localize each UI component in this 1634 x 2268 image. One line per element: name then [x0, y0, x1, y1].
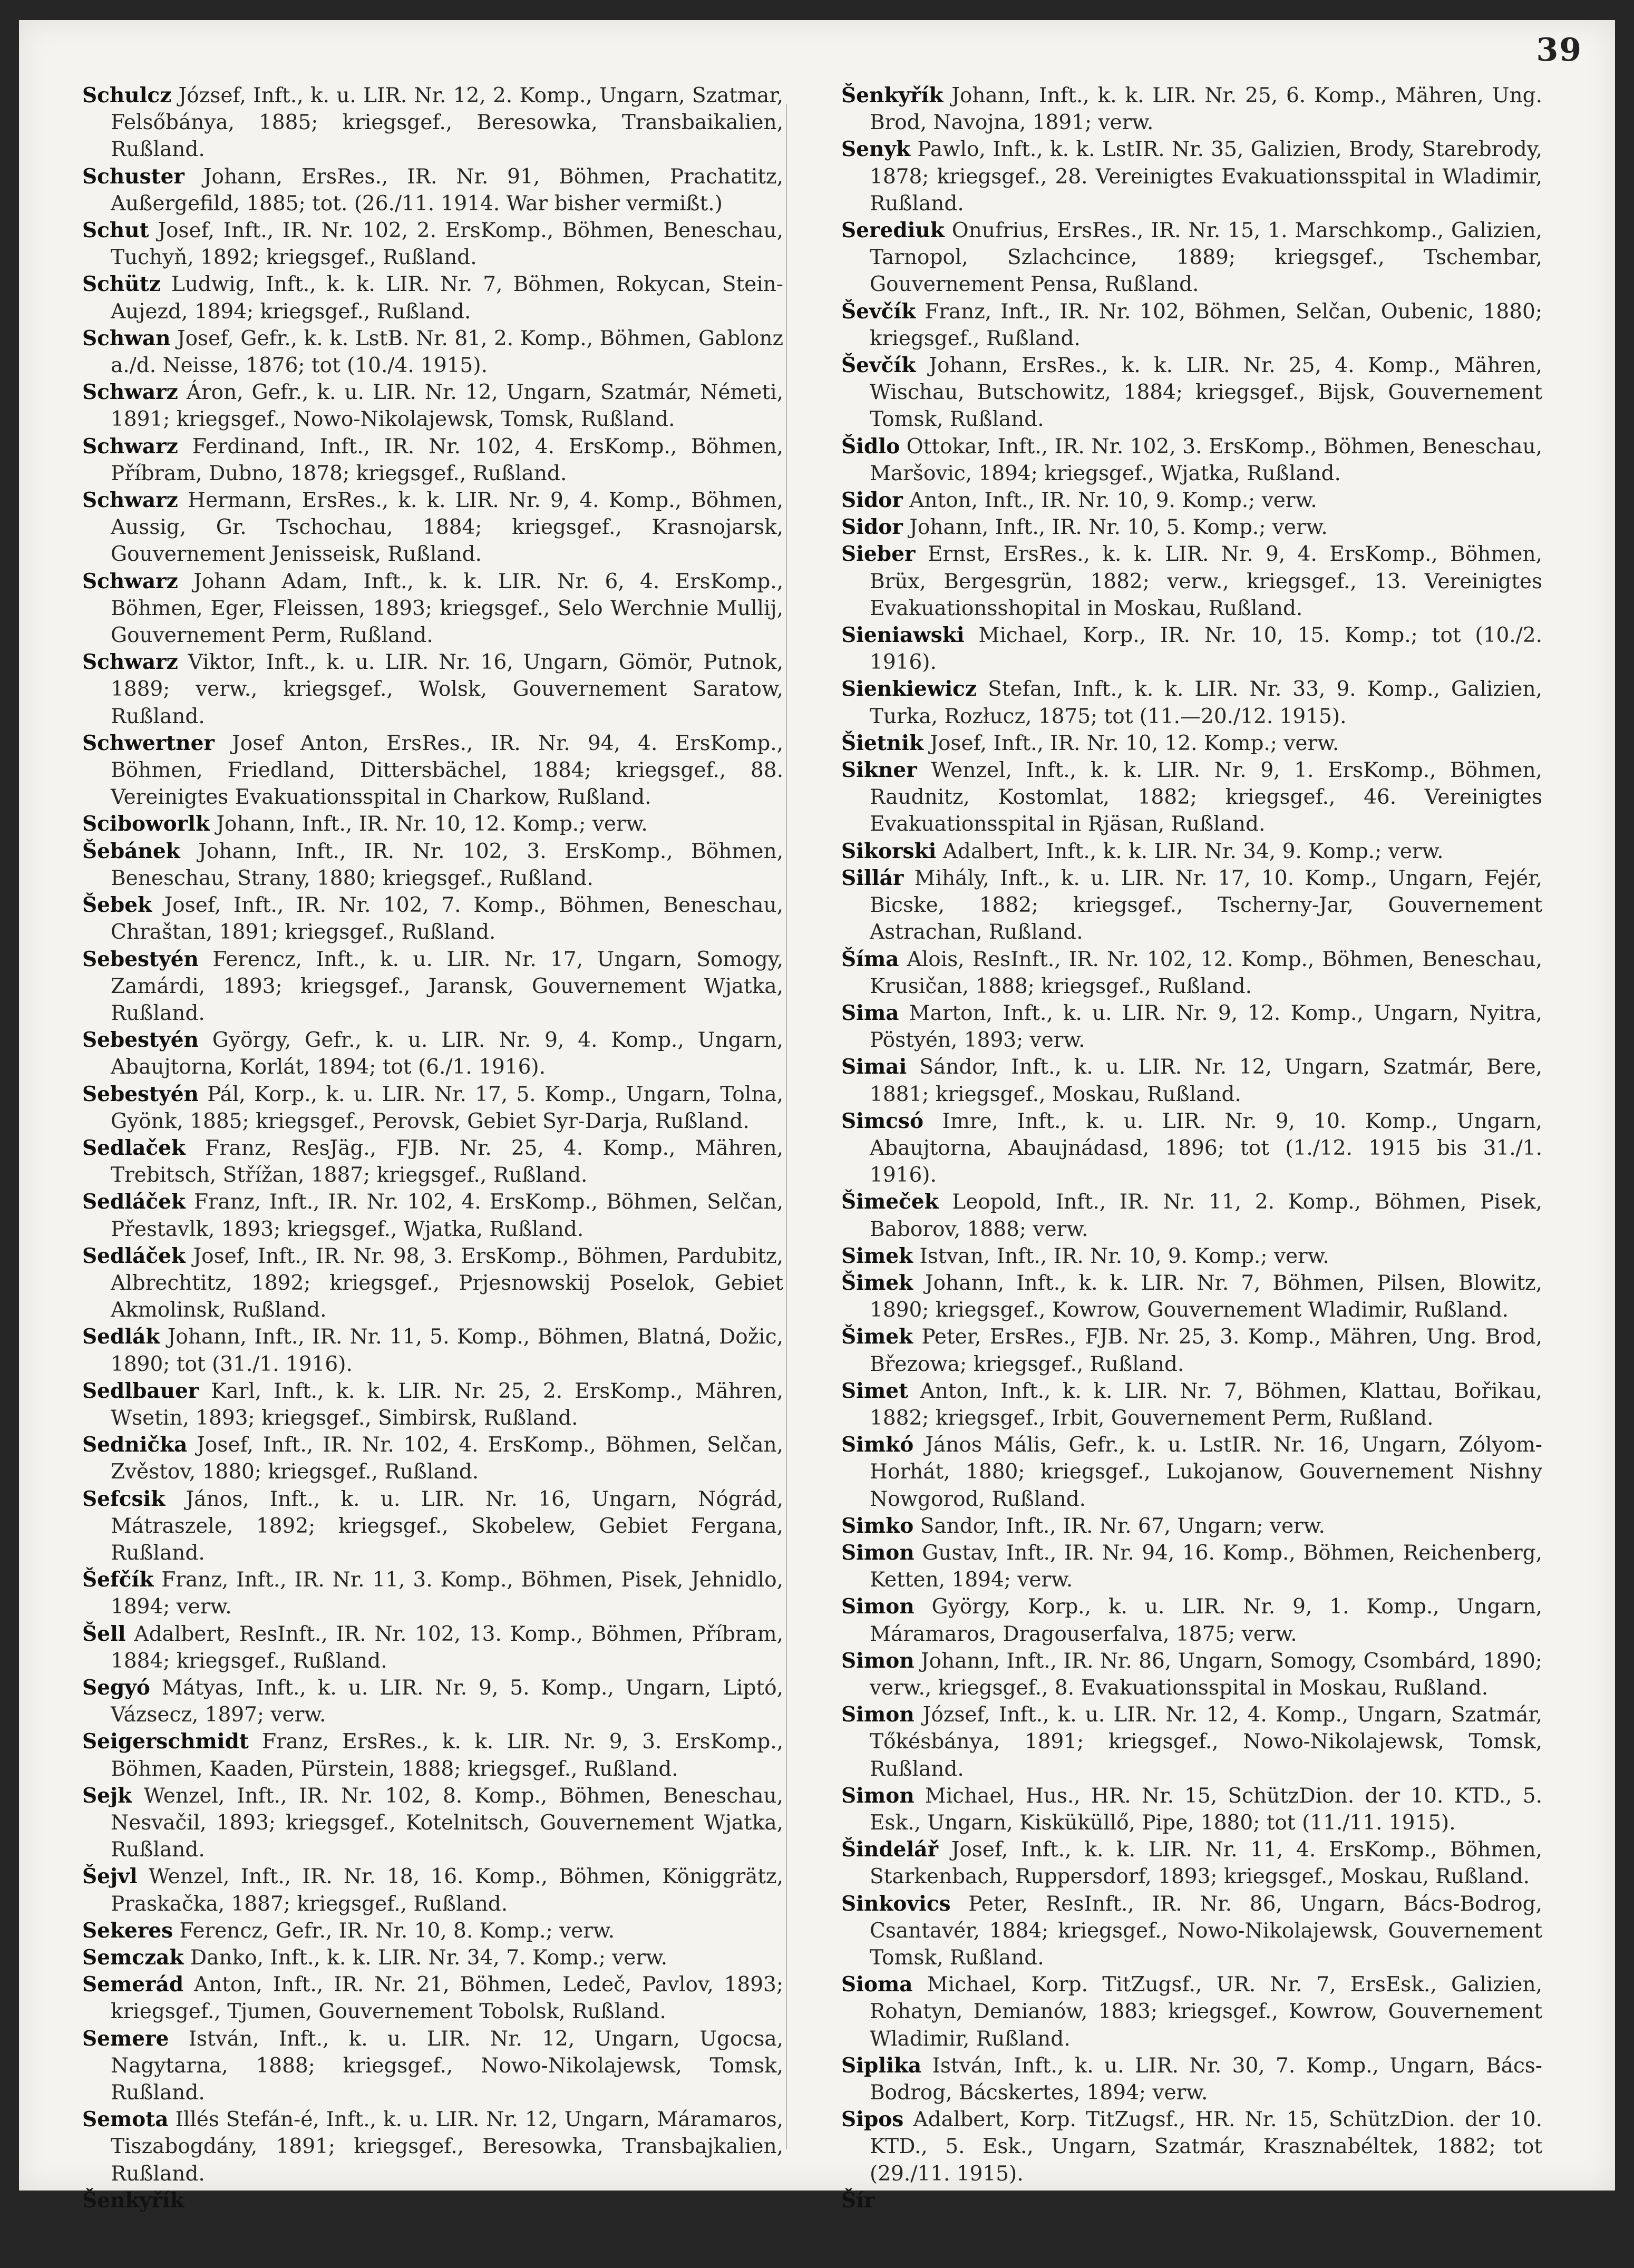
entry-details: Josef, Inft., IR. Nr. 102, 4. ErsKomp., Böhmen, Selčan, Zvěstov, 1880; kriegsgef., Rußland. [111, 1433, 783, 1484]
entry-surname: Ševčík [841, 353, 916, 378]
entry-surname: Schwarz [82, 380, 178, 405]
register-entry [82, 1027, 783, 1081]
entry-details: Pál, Korp., k. u. LIR. Nr. 17, 5. Komp., Ungarn, Tolna, Gyönk, 1885; kriegsgef., Perovsk, Gebiet Syr-Darja, Rußland. [111, 1082, 783, 1133]
register-entry [82, 946, 783, 1027]
entry-details: Leopold, Inft., IR. Nr. 11, 2. Komp., Böhmen, Pisek, Baborov, 1888; verw. [870, 1190, 1542, 1241]
register-entry [82, 1675, 783, 1728]
entry-surname: Simko [841, 1513, 914, 1538]
register-entry [841, 757, 1542, 838]
register-entry [82, 568, 783, 649]
entry-surname: Šebek [82, 893, 152, 918]
entry-details: Franz, Inft., IR. Nr. 102, 4. ErsKomp., Böhmen, Selčan, Přestavlk, 1893; kriegsgef., Wjatka, Rußland. [111, 1190, 783, 1241]
register-entry [841, 1513, 1542, 1540]
entry-surname: Sedlák [82, 1325, 160, 1349]
register-entry [82, 892, 783, 946]
entry-surname: Šenkyřík [841, 83, 944, 108]
entry-details: Josef, Inft., IR. Nr. 102, 7. Komp., Böhmen, Beneschau, Chraštan, 1891; kriegsgef., Rußland. [111, 893, 783, 945]
entry-details: Ottokar, Inft., IR. Nr. 102, 3. ErsKomp., Böhmen, Beneschau, Maršovic, 1894; kriegsgef., Wjatka, Rußland. [870, 434, 1542, 485]
register-entry [82, 1917, 783, 1944]
entry-details: Wenzel, Inft., IR. Nr. 18, 16. Komp., Böhmen, Königgrätz, Praskačka, 1887; kriegsgef., Rußland. [111, 1865, 783, 1916]
register-entry [841, 1378, 1542, 1432]
register-entry [82, 1971, 783, 2025]
register-entry [82, 1566, 783, 1620]
entry-details: Michael, Hus., HR. Nr. 15, SchützDion. der 10. KTD., 5. Esk., Ungarn, Kisküküllő, Pipe, 1880; tot (11./11. 1915). [870, 1784, 1542, 1835]
register-entry [841, 217, 1542, 298]
register-entry [82, 730, 783, 811]
entry-details: Josef, Gefr., k. k. LstB. Nr. 81, 2. Komp., Böhmen, Gablonz a./d. Neisse, 1876; tot (10./4. 1915). [111, 326, 783, 378]
entry-surname: Segyó [82, 1675, 150, 1700]
entry-surname: Schwarz [82, 488, 178, 513]
entry-details: Franz, ErsRes., k. k. LIR. Nr. 9, 3. ErsKomp., Böhmen, Kaaden, Pürstein, 1888; kriegsgef., Rußland. [111, 1730, 783, 1781]
register-entry [841, 1971, 1542, 2052]
entry-details: Johann Adam, Inft., k. k. LIR. Nr. 6, 4. ErsKomp., Böhmen, Eger, Fleissen, 1893; kriegsgef., Selo Werchnie Mullij, Gouvernement Perm, Rußland. [111, 569, 783, 648]
entry-surname: Sedláček [82, 1190, 186, 1214]
entry-surname: Šell [82, 1621, 126, 1646]
entry-details: Peter, ErsRes., FJB. Nr. 25, 3. Komp., Mähren, Ung. Brod, Březowa; kriegsgef., Rußland. [870, 1325, 1542, 1376]
entry-surname: Simcsó [841, 1108, 923, 1133]
entry-surname: Schut [82, 218, 149, 243]
entry-surname: Sillár [841, 865, 904, 890]
entry-details: Ludwig, Inft., k. k. LIR. Nr. 7, Böhmen, Rokycan, Stein-Aujezd, 1894; kriegsgef., Rußland. [111, 272, 783, 324]
entry-details: Pawlo, Inft., k. k. LstIR. Nr. 35, Galizien, Brody, Starebrody, 1878; kriegsgef., 28. Vereinigtes Evakuationsspital in Wladimir, Rußland. [870, 138, 1542, 216]
entry-details: Illés Stefán-é, Inft., k. u. LIR. Nr. 12, Ungarn, Máramaros, Tiszabogdány, 1891; kriegsgef., Beresowka, Transbajkalien, Rußland. [111, 2108, 783, 2186]
entry-details: József, Inft., k. u. LIR. Nr. 12, 2. Komp., Ungarn, Szatmar, Felsőbánya, 1885; kriegsgef., Beresowka, Transbaikalien, Rußland. [111, 84, 783, 162]
register-entry [841, 1540, 1542, 1593]
column-divider [786, 104, 787, 2149]
entry-surname: Sedlaček [82, 1135, 186, 1160]
entry-details: Franz, Inft., IR. Nr. 11, 3. Komp., Böhmen, Pisek, Jehnidlo, 1894; verw. [111, 1568, 783, 1619]
register-entry [82, 1432, 783, 1485]
entry-surname: Šimek [841, 1270, 913, 1295]
entry-surname: Sebestyén [82, 1028, 199, 1053]
entry-details: Ferdinand, Inft., IR. Nr. 102, 4. ErsKomp., Böhmen, Příbram, Dubno, 1878; kriegsgef., Rußland. [111, 434, 783, 485]
entry-details: Anton, Inft., IR. Nr. 21, Böhmen, Ledeč, Pavlov, 1893; kriegsgef., Tjumen, Gouvernement Tobolsk, Rußland. [111, 1973, 783, 2024]
entry-surname: Ševčík [841, 299, 916, 324]
register-entry [841, 622, 1542, 676]
entry-details: Johann, Inft., IR. Nr. 102, 3. ErsKomp., Böhmen, Beneschau, Strany, 1880; kriegsgef., Rußland. [111, 839, 783, 890]
entry-surname: Sekeres [82, 1918, 173, 1943]
entry-surname: Šíma [841, 947, 899, 971]
entry-surname: Šejvl [82, 1864, 138, 1889]
entry-surname: Sikorski [841, 839, 937, 863]
register-entry [841, 1108, 1542, 1189]
entry-details: Áron, Gefr., k. u. LIR. Nr. 12, Ungarn, Szatmár, Németi, 1891; kriegsgef., Nowo-Nikolajewsk, Tomsk, Rußland. [111, 381, 783, 432]
entry-details: Istvan, Inft., IR. Nr. 10, 9. Komp.; verw. [913, 1244, 1329, 1268]
entry-surname: Simon [841, 1594, 915, 1619]
entry-details: Ernst, ErsRes., k. k. LIR. Nr. 9, 4. ErsKomp., Böhmen, Brüx, Bergesgrün, 1882; verw., kriegsgef., 13. Vereinigtes Evakuationsshopital in Moskau, Rußland. [870, 542, 1542, 620]
register-entry [82, 163, 783, 217]
entry-details: József, Inft., k. u. LIR. Nr. 12, 4. Komp., Ungarn, Szatmár, Tőkésbánya, 1891; kriegsgef., Nowo-Nikolajewsk, Tomsk, Rußland. [870, 1703, 1542, 1781]
register-entry [841, 2106, 1542, 2187]
entry-details: János Mális, Gefr., k. u. LstIR. Nr. 16, Ungarn, Zólyom-Horhát, 1880; kriegsgef., Lukojanow, Gouvernement Nishny Nowgorod, Rußland. [870, 1433, 1542, 1511]
entry-surname: Šefčík [82, 1568, 154, 1592]
entry-details: Adalbert, Korp. TitZugsf., HR. Nr. 15, SchützDion. der 10. KTD., 5. Esk., Ungarn, Szatmár, Krasznabéltek, 1882; tot (29./11. 1915). [870, 2108, 1542, 2186]
entry-details: István, Inft., k. u. LIR. Nr. 30, 7. Komp., Ungarn, Bács-Bodrog, Bácskertes, 1894; verw. [870, 2053, 1542, 2105]
register-entry [82, 82, 783, 163]
entry-details: Imre, Inft., k. u. LIR. Nr. 9, 10. Komp., Ungarn, Abaujtorna, Abaujnádasd, 1896; tot (1./12. 1915 bis 31./1. 1916). [870, 1109, 1542, 1187]
entry-surname: Simet [841, 1378, 909, 1403]
entry-surname: Simai [841, 1055, 907, 1079]
register-entry [82, 1944, 783, 1971]
entry-details: Adalbert, Inft., k. k. LIR. Nr. 34, 9. Komp.; verw. [936, 839, 1444, 863]
entry-details: Ferencz, Gefr., IR. Nr. 10, 8. Komp.; verw. [173, 1919, 615, 1943]
entry-details: Josef, Inft., IR. Nr. 10, 12. Komp.; verw. [923, 731, 1339, 755]
entry-surname: Schulcz [82, 83, 172, 108]
register-entry [841, 730, 1542, 757]
entry-surname: Simon [841, 1783, 915, 1808]
entry-surname: Schwarz [82, 650, 178, 675]
entry-details: Wenzel, Inft., IR. Nr. 102, 3. ErsKomp., Böhmen, Selčan, Amschelberg, 1895; kriegsgef., Rußland. [870, 2188, 1542, 2240]
register-entry [841, 2187, 1542, 2241]
entry-details: János, Inft., k. u. LIR. Nr. 16, Ungarn, Nógrád, Mátraszele, 1892; kriegsgef., Skobelew, Gebiet Fergana, Rußland. [111, 1487, 783, 1565]
entry-surname: Šietnik [841, 731, 923, 755]
entry-surname: Sedláček [82, 1243, 186, 1268]
register-entry [82, 2187, 783, 2268]
entry-surname: Sikner [841, 758, 917, 783]
entry-details: Wenzel, Inft., k. k. LIR. Nr. 9, 1. ErsKomp., Böhmen, Raudnitz, Kostomlat, 1882; kriegsgef., 46. Vereinigtes Evakuationsspital in Rjäsan, Rußland. [870, 758, 1542, 836]
register-entry [841, 1783, 1542, 1836]
register-entry [841, 838, 1542, 865]
register-entry [82, 1081, 783, 1135]
entry-details: Anton, Inft., IR. Nr. 10, 9. Komp.; verw. [902, 489, 1317, 513]
register-entry [82, 1863, 783, 1917]
entry-surname: Senyk [841, 137, 911, 162]
entry-details: György, Gefr., k. u. LIR. Nr. 9, 4. Komp., Ungarn, Abaujtorna, Korlát, 1894; tot (6./1. 1916). [111, 1028, 783, 1079]
entry-details: Johann, ErsRes., IR. Nr. 91, Böhmen, Prachatitz, Außergefild, 1885; tot. (26./11. 1914. War bisher vermißt.) [111, 164, 783, 216]
register-entry [82, 487, 783, 568]
entry-surname: Simon [841, 1648, 915, 1673]
register-entry [841, 2052, 1542, 2106]
entry-surname: Seigerschmidt [82, 1729, 249, 1754]
register-entry [82, 1243, 783, 1324]
entry-details: Mátyas, Inft., k. u. LIR. Nr. 9, 5. Komp., Ungarn, Liptó, Vázsecz, 1897; verw. [111, 1676, 783, 1727]
register-entry [841, 1270, 1542, 1323]
entry-surname: Sima [841, 1000, 899, 1025]
entry-surname: Sipos [841, 2107, 904, 2132]
entry-details: György, Korp., k. u. LIR. Nr. 9, 1. Komp., Ungarn, Máramaros, Dragouserfalva, 1875; verw. [870, 1595, 1542, 1646]
entry-surname: Sednička [82, 1433, 188, 1457]
entry-details: Johann, Inft., IR. Nr. 10, 12. Komp.; verw. [209, 812, 648, 836]
register-entry [841, 1432, 1542, 1513]
register-entry [82, 1189, 783, 1242]
register-entry [841, 1701, 1542, 1783]
register-entry [82, 325, 783, 379]
entry-details: Wenzel, Inft., IR. Nr. 102, 8. Komp., Böhmen, Beneschau, Nesvačil, 1893; kriegsgef., Kotelnitsch, Gouvernement Wjatka, Rußland. [111, 1784, 783, 1862]
entry-surname: Sinkovics [841, 1891, 951, 1916]
register-entry [841, 487, 1542, 514]
entry-surname: Serediuk [841, 218, 945, 243]
entry-surname: Schütz [82, 272, 161, 297]
entry-details: Peter, ResInft., IR. Nr. 86, Ungarn, Bács-Bodrog, Csantavér, 1884; kriegsgef., Nowo-Nikolajewsk, Gouvernement Tomsk, Rußland. [870, 1892, 1542, 1970]
entry-surname: Schwan [82, 326, 171, 351]
entry-surname: Sienkiewicz [841, 677, 977, 702]
entry-details: Anton, Inft., k. k. LIR. Nr. 7, Böhmen, Klattau, Bořikau, 1882; kriegsgef., Irbit, Gouvernement Perm, Rußland. [870, 1379, 1542, 1430]
register-entry [82, 1378, 783, 1432]
entry-details: Josef, Inft., IR. Nr. 102, 2. ErsKomp., Böhmen, Beneschau, Tuchyň, 1892; kriegsgef., Rußland. [111, 219, 783, 270]
entry-details: Karl, Inft., k. k. LIR. Nr. 25, 2. ErsKomp., Mähren, Wsetin, 1893; kriegsgef., Simbirsk, Rußland. [111, 1379, 783, 1430]
register-entry [82, 433, 783, 487]
entry-surname: Šidlo [841, 434, 900, 459]
entry-details: Danko, Inft., k. k. LIR. Nr. 34, 7. Komp.; verw. [183, 1946, 668, 1970]
register-entry [841, 1243, 1542, 1270]
register-entry [82, 1486, 783, 1567]
entry-details: Sandor, Inft., IR. Nr. 67, Ungarn; verw. [913, 1514, 1325, 1538]
register-entry [841, 82, 1542, 136]
entry-surname: Sebestyén [82, 947, 199, 971]
entry-details: Franz, Inft., IR. Nr. 102, Böhmen, Selčan, Oubenic, 1880; kriegsgef., Rußland. [870, 299, 1542, 351]
entry-surname: Šír [841, 2188, 875, 2213]
register-entry [841, 1189, 1542, 1242]
entry-details: Johann, Inft., IR. Nr. 10, 5. Komp.; verw. [902, 515, 1328, 540]
register-entry [841, 1323, 1542, 1377]
register-entry [841, 676, 1542, 729]
entry-details: Josef, Inft., k. k. LIR. Nr. 11, 4. ErsKomp., Böhmen, Starkenbach, Ruppersdorf, 1893; kriegsgef., Moskau, Rußland. [870, 1838, 1542, 1889]
register-entry [82, 2106, 783, 2187]
register-entry [841, 136, 1542, 217]
entry-surname: Sioma [841, 1972, 913, 1997]
register-entry [82, 838, 783, 892]
entry-details: Franz, Inft., k. k. LIR. Nr. 25, 6. Komp., Mähren, Ung. Hradisch, Luk, 1881; kriegsgef., Barnaul, Gouvernement Tomsk, Rußland. [111, 2188, 783, 2267]
entry-surname: Šindelář [841, 1837, 939, 1862]
entry-details: Johann, Inft., IR. Nr. 86, Ungarn, Somogy, Csombárd, 1890; verw., kriegsgef., 8. Evakuationsspital in Moskau, Rußland. [870, 1649, 1542, 1700]
register-entry [841, 541, 1542, 622]
entry-details: Josef Anton, ErsRes., IR. Nr. 94, 4. ErsKomp., Böhmen, Friedland, Dittersbächel, 1884; kriegsgef., 88. Vereinigtes Evakuationsspital in Charkow, Rußland. [111, 731, 783, 810]
entry-surname: Sebestyén [82, 1082, 199, 1106]
entry-surname: Sefcsik [82, 1486, 166, 1511]
entry-surname: Sidor [841, 515, 903, 540]
entry-details: Hermann, ErsRes., k. k. LIR. Nr. 9, 4. Komp., Böhmen, Aussig, Gr. Tschochau, 1884; kriegsgef., Krasnojarsk, Gouvernement Jenisseisk, Rußland. [111, 489, 783, 567]
entry-surname: Semere [82, 2026, 169, 2051]
register-entry [82, 1323, 783, 1377]
register-entry [841, 1000, 1542, 1054]
entry-surname: Semczak [82, 1945, 184, 1970]
register-entry [841, 433, 1542, 487]
entry-surname: Schuster [82, 164, 184, 189]
register-entry [82, 2026, 783, 2107]
entry-surname: Schwertner [82, 731, 215, 755]
left-column [82, 82, 783, 2267]
entry-surname: Simek [841, 1243, 913, 1268]
register-entry [841, 865, 1542, 946]
entry-details: Viktor, Inft., k. u. LIR. Nr. 16, Ungarn, Gömör, Putnok, 1889; verw., kriegsgef., Wolsk, Gouvernement Saratow, Rußland. [111, 650, 783, 728]
register-entry [841, 1891, 1542, 1972]
register-entry [82, 379, 783, 433]
entry-surname: Šimek [841, 1325, 913, 1349]
entry-details: Onufrius, ErsRes., IR. Nr. 15, 1. Marschkomp., Galizien, Tarnopol, Szlachcince, 1889; kriegsgef., Tschembar, Gouvernement Pensa, Rußland. [870, 219, 1542, 297]
register-entry [82, 811, 783, 838]
entry-surname: Simon [841, 1702, 915, 1727]
entry-details: Mihály, Inft., k. u. LIR. Nr. 17, 10. Komp., Ungarn, Fejér, Bicske, 1882; kriegsgef., Tscherny-Jar, Gouvernement Astrachan, Rußland. [870, 866, 1542, 945]
entry-surname: Šenkyřík [82, 2188, 184, 2213]
entry-details: Michael, Korp., IR. Nr. 10, 15. Komp.; tot (10./2. 1916). [870, 624, 1542, 675]
entry-surname: Schwarz [82, 434, 178, 459]
entry-details: Gustav, Inft., IR. Nr. 94, 16. Komp., Böhmen, Reichenberg, Ketten, 1894; verw. [870, 1541, 1542, 1592]
page-number: 39 [1536, 32, 1582, 69]
entry-surname: Semota [82, 2107, 169, 2132]
entry-details: Adalbert, ResInft., IR. Nr. 102, 13. Komp., Böhmen, Příbram, 1884; kriegsgef., Rußland. [111, 1622, 783, 1673]
register-entry [841, 1593, 1542, 1647]
entry-surname: Sedlbauer [82, 1378, 199, 1403]
entry-surname: Semerád [82, 1972, 184, 1997]
entry-details: Stefan, Inft., k. k. LIR. Nr. 33, 9. Komp., Galizien, Turka, Rozłucz, 1875; tot (11.—20./12. 1915). [870, 677, 1542, 728]
entry-surname: Siplika [841, 2053, 922, 2078]
entry-details: Ferencz, Inft., k. u. LIR. Nr. 17, Ungarn, Somogy, Zamárdi, 1893; kriegsgef., Jaransk, Gouvernement Wjatka, Rußland. [111, 947, 783, 1025]
entry-details: Johann, Inft., k. k. LIR. Nr. 7, Böhmen, Pilsen, Blowitz, 1890; kriegsgef., Kowrow, Gouvernement Wladimir, Rußland. [870, 1271, 1542, 1322]
register-entry [841, 298, 1542, 352]
register-entry [82, 1728, 783, 1782]
entry-details: Alois, ResInft., IR. Nr. 102, 12. Komp., Böhmen, Beneschau, Krusičan, 1888; kriegsgef., Rußland. [870, 947, 1542, 998]
entry-details: István, Inft., k. u. LIR. Nr. 12, Ungarn, Ugocsa, Nagytarna, 1888; kriegsgef., Nowo-Nikolajewsk, Tomsk, Rußland. [111, 2027, 783, 2105]
register-entry [841, 946, 1542, 1000]
register-entry [841, 1836, 1542, 1890]
entry-details: Johann, Inft., k. k. LIR. Nr. 25, 6. Komp., Mähren, Ung. Brod, Navojna, 1891; verw. [870, 84, 1542, 135]
entry-surname: Simkó [841, 1433, 914, 1457]
register-entry [841, 514, 1542, 541]
entry-details: Franz, ResJäg., FJB. Nr. 25, 4. Komp., Mähren, Trebitsch, Střížan, 1887; kriegsgef., Rußland. [111, 1136, 783, 1187]
entry-surname: Sejk [82, 1783, 132, 1808]
register-entry [82, 1783, 783, 1864]
register-entry [841, 352, 1542, 433]
entry-surname: Sciboworlk [82, 812, 210, 836]
document-page [19, 20, 1615, 2267]
entry-surname: Sidor [841, 488, 903, 513]
entry-surname: Šebánek [82, 839, 180, 863]
register-entry [82, 649, 783, 730]
register-entry [841, 1054, 1542, 1107]
entry-surname: Schwarz [82, 569, 178, 593]
register-entry [82, 217, 783, 271]
entry-details: Johann, Inft., IR. Nr. 11, 5. Komp., Böhmen, Blatná, Dožic, 1890; tot (31./1. 1916). [111, 1325, 783, 1376]
register-entry [82, 1621, 783, 1675]
register-entry [82, 271, 783, 325]
register-entry [82, 1135, 783, 1189]
entry-details: Michael, Korp. TitZugsf., UR. Nr. 7, ErsEsk., Galizien, Rohatyn, Demianów, 1883; kriegsgef., Kowrow, Gouvernement Wladimir, Rußland. [870, 1973, 1542, 2051]
entry-surname: Šimeček [841, 1190, 939, 1214]
entry-surname: Sieniawski [841, 623, 965, 648]
entry-details: Josef, Inft., IR. Nr. 98, 3. ErsKomp., Böhmen, Pardubitz, Albrechtitz, 1892; kriegsgef., Prjesnowskij Poselok, Gebiet Akmolinsk, Rußland. [111, 1244, 783, 1322]
register-entry [841, 1648, 1542, 1701]
entry-details: Sándor, Inft., k. u. LIR. Nr. 12, Ungarn, Szatmár, Bere, 1881; kriegsgef., Moskau, Rußland. [870, 1055, 1542, 1106]
right-column [841, 82, 1542, 2240]
entry-details: Marton, Inft., k. u. LIR. Nr. 9, 12. Komp., Ungarn, Nyitra, Pöstyén, 1893; verw. [870, 1001, 1542, 1053]
entry-details: Johann, ErsRes., k. k. LIR. Nr. 25, 4. Komp., Mähren, Wischau, Butschowitz, 1884; kriegsgef., Bijsk, Gouvernement Tomsk, Rußland. [870, 354, 1542, 432]
entry-surname: Simon [841, 1540, 915, 1565]
entry-surname: Sieber [841, 542, 916, 567]
